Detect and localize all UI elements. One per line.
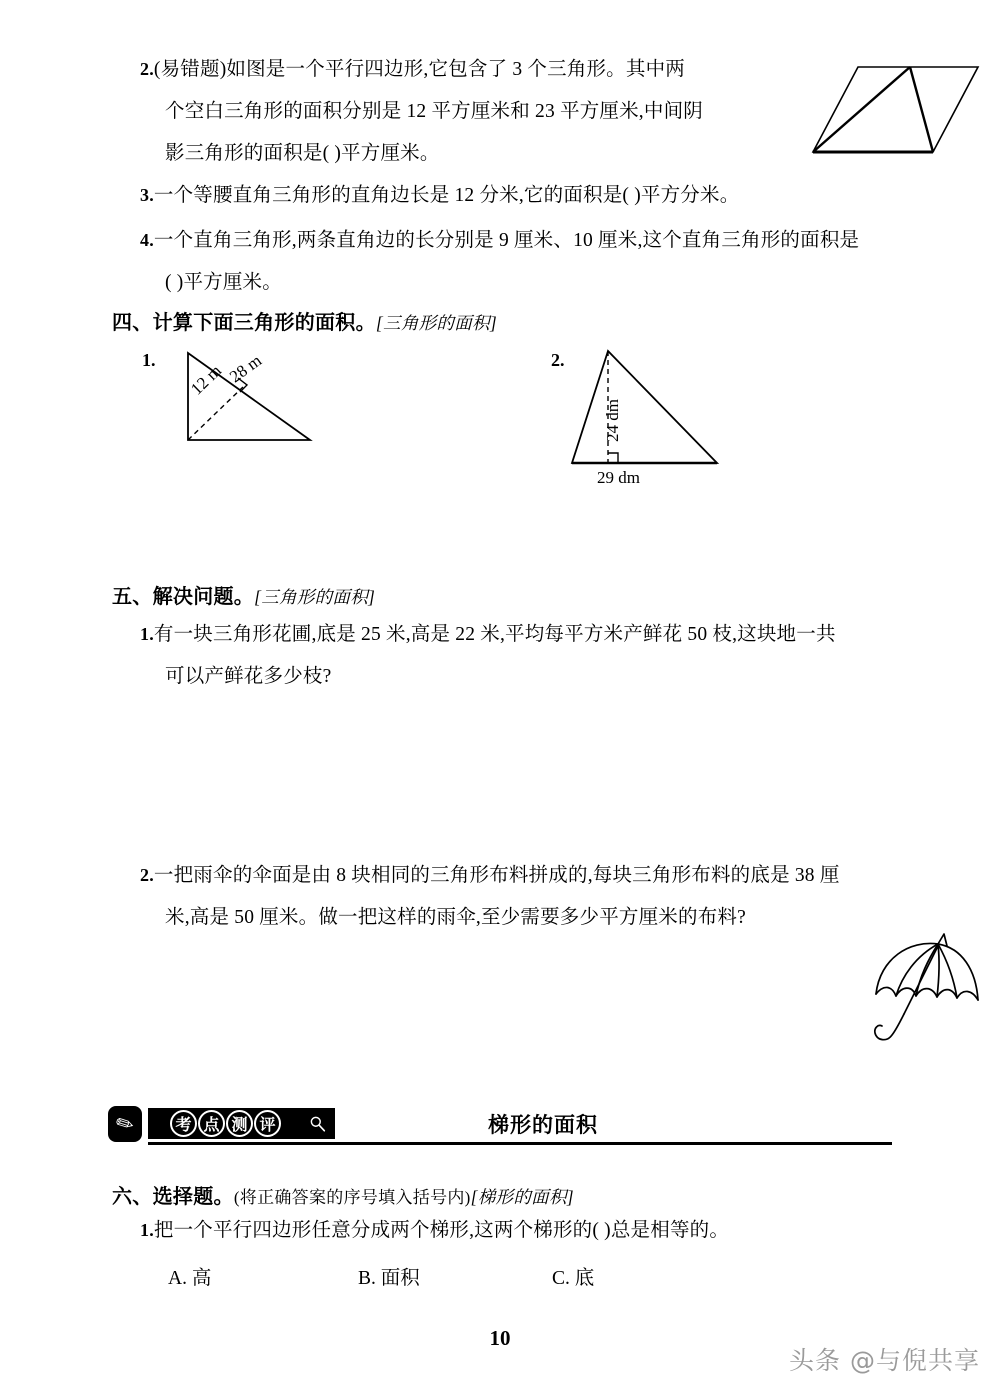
banner-black-bar (148, 1108, 335, 1139)
question-3-text-1: 一个等腰直角三角形的直角边长是 12 分米,它的面积是( )平方分米。 (153, 185, 740, 206)
option-c[interactable]: C. 底 (552, 1268, 595, 1289)
section-five-problem-1-number: 1. (140, 624, 154, 644)
pen-icon (108, 1106, 142, 1142)
question-4-text-1: 一个直角三角形,两条直角边的长分别是 9 厘米、10 厘米,这个直角三角形的面积是 (153, 230, 860, 251)
figure-2-height-label: 24 dm (603, 399, 622, 442)
section-six-problem-1-text: 把一个平行四边形任意分成两个梯形,这两个梯形的( )总是相等的。 (153, 1220, 730, 1241)
figure-2-number: 2. (551, 350, 565, 370)
section-five-problem-1-line-2: 可以产鲜花多少枝? (165, 666, 332, 687)
section-five-problem-1-line-1 (140, 625, 836, 645)
figure-2-base-label: 29 dm (597, 468, 640, 487)
banner-chips (170, 1110, 281, 1137)
question-2-line-2: 个空白三角形的面积分别是 12 平方厘米和 23 平方厘米,中间阴 (165, 101, 703, 122)
banner-chip-2: 点 (198, 1110, 225, 1137)
figure-1-base-label: 28 m (226, 350, 266, 387)
umbrella-figure (858, 932, 994, 1050)
question-2-line-3: 影三角形的面积是( )平方厘米。 (165, 143, 440, 164)
banner-chip-1: 考 (170, 1110, 197, 1137)
section-five-problem-2-number: 2. (140, 865, 154, 885)
section-five-heading (112, 580, 375, 609)
question-4-line-2: ( )平方厘米。 (165, 272, 282, 293)
magnifier-icon (309, 1115, 326, 1132)
question-4-number: 4. (140, 230, 154, 250)
section-five-problem-2-text-1: 一把雨伞的伞面是由 8 块相同的三角形布料拼成的,每块三角形布料的底是 38 厘 (153, 865, 840, 886)
section-five-problem-2-line-2: 米,高是 50 厘米。做一把这样的雨伞,至少需要多少平方厘米的布料? (165, 907, 746, 928)
question-2-line-1 (140, 60, 685, 80)
banner-chip-4: 评 (254, 1110, 281, 1137)
section-five-title: 五、解决问题。 (112, 586, 255, 608)
section-five-problem-2-line-1 (140, 866, 840, 886)
question-3-number: 3. (140, 185, 154, 205)
section-five-problem-1-text-1: 有一块三角形花圃,底是 25 米,高是 22 米,平均每平方米产鲜花 50 枝,这块地一共 (153, 624, 836, 645)
question-3-line-1 (140, 186, 739, 206)
figure-1-height-label: 12 m (187, 361, 226, 399)
section-banner (108, 1106, 892, 1152)
page-number: 10 (489, 1326, 511, 1350)
banner-rule (148, 1142, 892, 1145)
figure-1-number: 1. (142, 350, 156, 370)
option-a[interactable]: A. 高 (168, 1268, 212, 1289)
watermark: 头条 @与倪共享 (789, 1346, 980, 1375)
banner-title: 梯形的面积 (488, 1113, 598, 1137)
section-four-heading (112, 306, 497, 335)
option-b[interactable]: B. 面积 (358, 1268, 420, 1289)
question-2-text-1: (易错题)如图是一个平行四边形,它包含了 3 个三角形。其中两 (153, 59, 685, 80)
section-six-heading (112, 1180, 574, 1209)
parallelogram-figure (793, 52, 993, 162)
section-five-tag: [三角形的面积] (254, 587, 376, 607)
pen-glyph: ✎ (111, 1109, 139, 1139)
section-six-problem-1 (140, 1221, 729, 1241)
question-4-line-1 (140, 231, 859, 251)
section-six-title: 六、选择题。 (112, 1186, 234, 1208)
question-2-number: 2. (140, 59, 154, 79)
section-six-problem-1-number: 1. (140, 1220, 154, 1240)
triangle-figure-2 (560, 345, 760, 485)
section-six-paren: (将正确答案的序号填入括号内) (233, 1188, 471, 1207)
banner-chip-3: 测 (226, 1110, 253, 1137)
section-four-title: 四、计算下面三角形的面积。 (112, 312, 376, 334)
section-six-tag: [梯形的面积] (470, 1187, 574, 1207)
section-four-tag: [三角形的面积] (375, 313, 497, 333)
